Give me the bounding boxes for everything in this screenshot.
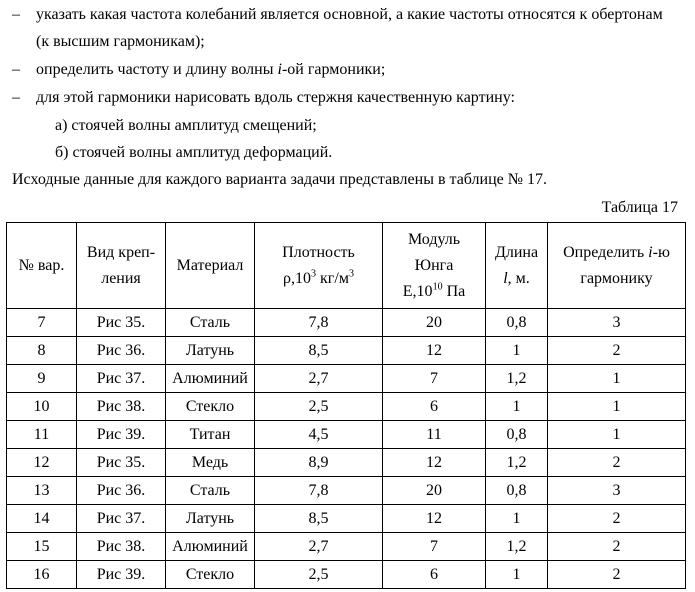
text-fragment: кг/м: [316, 269, 349, 287]
header-text: [548, 240, 685, 266]
cell-material: Сталь: [166, 477, 255, 505]
header-harmonic: [548, 223, 686, 309]
list-item-frequency: [12, 60, 386, 80]
list-item-text: [36, 60, 385, 80]
header-material: Материал: [166, 223, 255, 309]
cell-harmonic: 2: [548, 337, 686, 365]
cell-density: 2,5: [255, 393, 383, 421]
text-fragment: -ю: [652, 243, 670, 261]
cell-length: 1,2: [486, 449, 548, 477]
cell-variant: 7: [7, 309, 77, 337]
list-dash: –: [12, 89, 20, 106]
cell-density: 2,7: [255, 533, 383, 561]
cell-length: 1,2: [486, 533, 548, 561]
cell-modulus: 12: [383, 505, 486, 533]
cell-length: 1: [486, 561, 548, 589]
cell-length: 1: [486, 393, 548, 421]
text-fragment: ρ,10: [283, 269, 312, 287]
sub-item-b: б) стоячей волны амплитуд деформаций.: [55, 144, 333, 161]
superscript: 3: [311, 268, 317, 280]
cell-density: 8,5: [255, 337, 383, 365]
cell-mount: Рис 35.: [77, 309, 166, 337]
cell-mount: Рис 37.: [77, 505, 166, 533]
cell-density: 2,5: [255, 561, 383, 589]
cell-modulus: 20: [383, 477, 486, 505]
header-text: Плотность: [282, 243, 355, 261]
cell-length: 0,8: [486, 477, 548, 505]
header-text: Модуль: [407, 230, 461, 248]
cell-length: 0,8: [486, 421, 548, 449]
list-item-fundamental: [12, 5, 663, 25]
cell-variant: 11: [7, 421, 77, 449]
cell-harmonic: 1: [548, 365, 686, 393]
cell-mount: Рис 39.: [77, 421, 166, 449]
text-fragment: , м.: [507, 269, 530, 287]
text-fragment: Определить: [563, 243, 649, 261]
header-density: [255, 223, 383, 309]
table-body: [7, 309, 686, 589]
header-text: [486, 266, 547, 292]
header-text: [383, 279, 485, 305]
cell-harmonic: 1: [548, 393, 686, 421]
cell-material: Медь: [166, 449, 255, 477]
sub-item-a: а) стоячей волны амплитуд смещений;: [55, 117, 317, 134]
cell-material: Титан: [166, 421, 255, 449]
header-text: ления: [101, 269, 141, 287]
cell-material: Стекло: [166, 561, 255, 589]
header-text: [255, 266, 382, 292]
cell-density: 7,8: [255, 477, 383, 505]
italic-variable: l: [503, 269, 508, 287]
cell-variant: 14: [7, 505, 77, 533]
cell-modulus: 12: [383, 337, 486, 365]
table-row: [7, 561, 686, 589]
header-text: Вид креп-: [86, 243, 156, 261]
italic-variable: i: [648, 243, 653, 261]
table-row: [7, 393, 686, 421]
cell-modulus: 7: [383, 365, 486, 393]
cell-variant: 8: [7, 337, 77, 365]
list-item-draw: [12, 88, 515, 108]
cell-harmonic: 2: [548, 449, 686, 477]
cell-harmonic: 2: [548, 533, 686, 561]
cell-density: 8,9: [255, 449, 383, 477]
list-item-continuation: (к высшим гармоникам);: [36, 33, 205, 50]
cell-harmonic: 3: [548, 309, 686, 337]
superscript: 3: [348, 268, 354, 280]
cell-length: 0,8: [486, 309, 548, 337]
superscript: 10: [432, 281, 443, 293]
text-fragment: -ой гармоники;: [281, 61, 386, 78]
list-dash: –: [12, 6, 20, 23]
cell-mount: Рис 38.: [77, 393, 166, 421]
cell-modulus: 11: [383, 421, 486, 449]
cell-modulus: 6: [383, 561, 486, 589]
text-fragment: Е,10: [402, 282, 433, 300]
italic-variable: i: [277, 61, 282, 78]
intro-paragraph: Исходные данные для каждого варианта задачи представлены в таблице № 17.: [12, 171, 548, 188]
table-row: [7, 505, 686, 533]
table-row: [7, 449, 686, 477]
table-row: [7, 533, 686, 561]
table-row: [7, 309, 686, 337]
cell-modulus: 6: [383, 393, 486, 421]
header-mount: [77, 223, 166, 309]
cell-harmonic: 1: [548, 421, 686, 449]
table-row: [7, 337, 686, 365]
cell-mount: Рис 39.: [77, 561, 166, 589]
cell-variant: 15: [7, 533, 77, 561]
cell-length: 1,2: [486, 365, 548, 393]
header-text: Юнга: [414, 256, 454, 274]
header-variant: № вар.: [7, 223, 77, 309]
cell-material: Алюминий: [166, 365, 255, 393]
cell-harmonic: 2: [548, 505, 686, 533]
cell-mount: Рис 37.: [77, 365, 166, 393]
cell-mount: Рис 36.: [77, 477, 166, 505]
text-fragment: Па: [442, 282, 466, 300]
cell-length: 1: [486, 337, 548, 365]
header-length: [486, 223, 548, 309]
cell-mount: Рис 35.: [77, 449, 166, 477]
table-row: [7, 421, 686, 449]
header-text: Длина: [494, 243, 539, 261]
header-text: гармонику: [580, 269, 653, 287]
cell-modulus: 7: [383, 533, 486, 561]
cell-variant: 13: [7, 477, 77, 505]
cell-variant: 12: [7, 449, 77, 477]
cell-harmonic: 3: [548, 477, 686, 505]
text-fragment: определить частоту и длину волны: [36, 61, 278, 78]
cell-density: 7,8: [255, 309, 383, 337]
list-item-text: для этой гармоники нарисовать вдоль стержня качественную картину:: [36, 89, 515, 106]
header-modulus: [383, 223, 486, 309]
cell-modulus: 20: [383, 309, 486, 337]
cell-length: 1: [486, 505, 548, 533]
cell-mount: Рис 38.: [77, 533, 166, 561]
cell-variant: 9: [7, 365, 77, 393]
table-caption: Таблица 17: [601, 199, 678, 216]
list-dash: –: [12, 61, 20, 78]
cell-material: Алюминий: [166, 533, 255, 561]
cell-density: 2,7: [255, 365, 383, 393]
cell-material: Сталь: [166, 309, 255, 337]
cell-modulus: 12: [383, 449, 486, 477]
table-header-row: [7, 223, 686, 309]
table-row: [7, 477, 686, 505]
cell-mount: Рис 36.: [77, 337, 166, 365]
table-row: [7, 365, 686, 393]
cell-harmonic: 2: [548, 561, 686, 589]
list-item-text: указать какая частота колебаний является основной, а какие частоты относятся к обертонам: [36, 6, 663, 23]
cell-material: Латунь: [166, 505, 255, 533]
cell-density: 4,5: [255, 421, 383, 449]
cell-material: Стекло: [166, 393, 255, 421]
cell-material: Латунь: [166, 337, 255, 365]
cell-variant: 10: [7, 393, 77, 421]
cell-density: 8,5: [255, 505, 383, 533]
cell-variant: 16: [7, 561, 77, 589]
data-table: [6, 222, 686, 589]
